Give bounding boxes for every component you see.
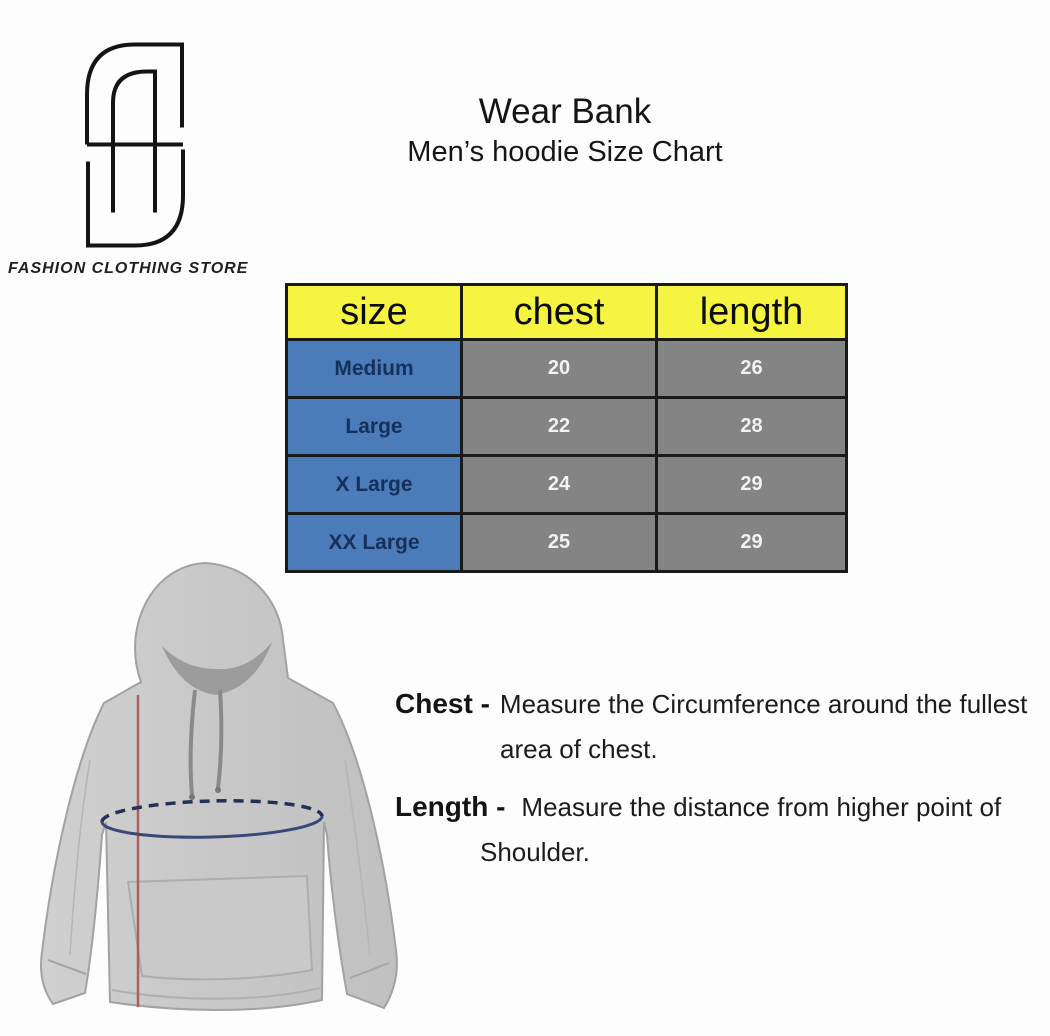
chest-note-line2: area of chest. bbox=[500, 734, 658, 764]
brand-title: Wear Bank bbox=[478, 92, 652, 131]
length-note-label: Length - bbox=[395, 791, 506, 822]
table-row bbox=[287, 456, 847, 514]
size-chart-table bbox=[285, 283, 848, 573]
drawstring-tip bbox=[189, 794, 195, 800]
size-cell: XX Large bbox=[287, 514, 462, 572]
chest-cell: 24 bbox=[462, 456, 657, 514]
length-cell: 29 bbox=[657, 514, 847, 572]
page-title bbox=[265, 90, 865, 170]
length-cell: 26 bbox=[657, 340, 847, 398]
table-row bbox=[287, 398, 847, 456]
length-note bbox=[395, 787, 1001, 872]
chest-cell: 20 bbox=[462, 340, 657, 398]
hoodie-figure bbox=[30, 560, 405, 1036]
header-chest: chest bbox=[462, 285, 657, 340]
chest-cell: 22 bbox=[462, 398, 657, 456]
header-length: length bbox=[657, 285, 847, 340]
table-header-row bbox=[287, 285, 847, 340]
length-cell: 28 bbox=[657, 398, 847, 456]
kangaroo-pocket bbox=[128, 876, 312, 979]
chest-note-text: Measure the Circumference around the fullest bbox=[499, 689, 1028, 719]
drawstring-tip bbox=[215, 787, 221, 793]
chest-note-line1 bbox=[395, 684, 1027, 729]
chart-subtitle: Men’s hoodie Size Chart bbox=[407, 136, 723, 168]
monogram-logo-icon bbox=[85, 42, 185, 248]
size-cell: Large bbox=[287, 398, 462, 456]
size-cell: Medium bbox=[287, 340, 462, 398]
store-name: FASHION CLOTHING STORE bbox=[8, 260, 249, 277]
header-size: size bbox=[287, 285, 462, 340]
length-note-line1 bbox=[395, 787, 1001, 832]
hoodie-illustration bbox=[30, 560, 405, 1036]
length-note-line2: Shoulder. bbox=[480, 837, 590, 867]
length-note-text: Measure the distance from higher point of bbox=[521, 792, 1002, 822]
brand-logo bbox=[85, 42, 185, 248]
table-row bbox=[287, 340, 847, 398]
chest-note bbox=[395, 684, 1027, 769]
size-cell: X Large bbox=[287, 456, 462, 514]
chest-note-label: Chest - bbox=[395, 688, 490, 719]
length-cell: 29 bbox=[657, 456, 847, 514]
chest-cell: 25 bbox=[462, 514, 657, 572]
